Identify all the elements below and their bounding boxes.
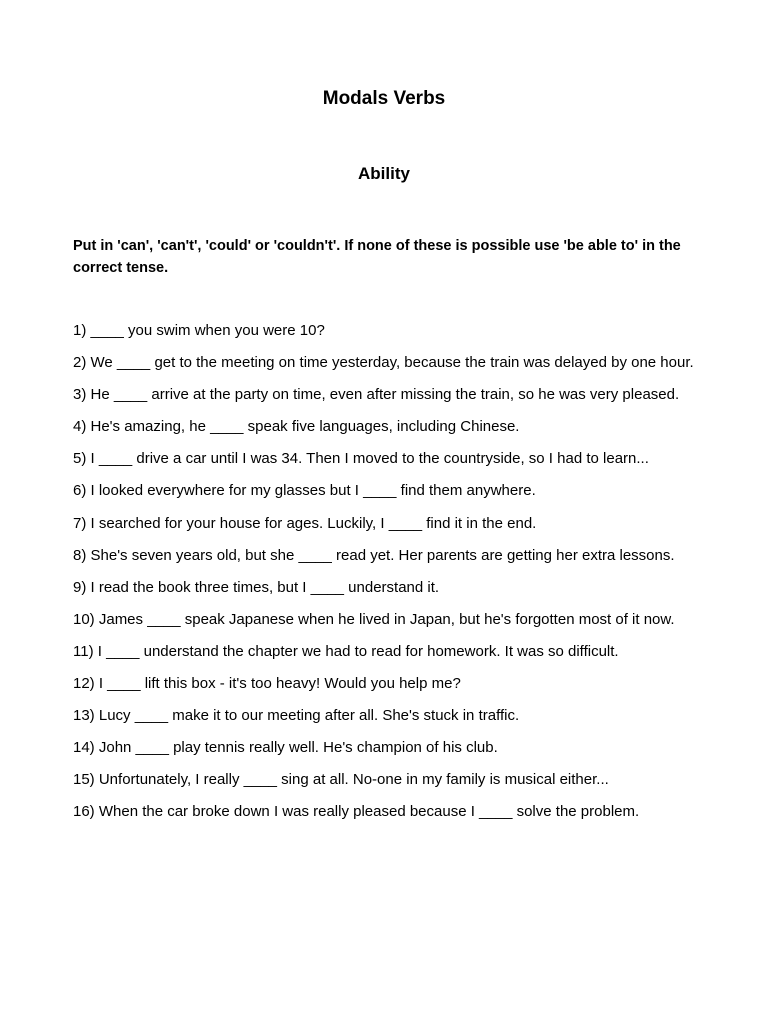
question-item: 8) She's seven years old, but she ____ read yet. Her parents are getting her extra lessons. — [73, 546, 675, 564]
question-item: 2) We ____ get to the meeting on time yesterday, because the train was delayed by one hour. — [73, 354, 694, 372]
question-item: 9) I read the book three times, but I ____ understand it. — [73, 578, 440, 596]
question-item: 10) James ____ speak Japanese when he lived in Japan, but he's forgotten most of it now. — [73, 610, 675, 628]
question-list — [73, 320, 701, 834]
question-item: 14) John ____ play tennis really well. He's champion of his club. — [73, 739, 498, 757]
question-item: 6) I looked everywhere for my glasses but I ____ find them anywhere. — [73, 482, 536, 500]
question-item: 4) He's amazing, he ____ speak five languages, including Chinese. — [73, 418, 520, 436]
section-heading: Ability — [358, 164, 410, 183]
question-item: 12) I ____ lift this box - it's too heavy! Would you help me? — [73, 675, 461, 693]
question-item: 16) When the car broke down I was really pleased because I ____ solve the problem. — [73, 803, 640, 821]
question-item: 15) Unfortunately, I really ____ sing at all. No-one in my family is musical either... — [73, 771, 609, 789]
page-title: Modals Verbs — [322, 88, 446, 109]
question-item: 5) I ____ drive a car until I was 34. Then I moved to the countryside, so I had to learn... — [73, 450, 649, 468]
question-item: 11) I ____ understand the chapter we had to read for homework. It was so difficult. — [73, 642, 619, 660]
question-item: 7) I searched for your house for ages. Luckily, I ____ find it in the end. — [73, 514, 537, 532]
question-item: 1) ____ you swim when you were 10? — [73, 322, 325, 339]
question-item: 13) Lucy ____ make it to our meeting after all. She's stuck in traffic. — [73, 707, 520, 725]
exercise-instructions: Put in 'can', 'can't', 'could' or 'couldn't'. If none of these is possible use 'be able to' in the correct tense. — [73, 238, 681, 276]
question-item: 3) He ____ arrive at the party on time, even after missing the train, so he was very pleased. — [73, 386, 680, 404]
